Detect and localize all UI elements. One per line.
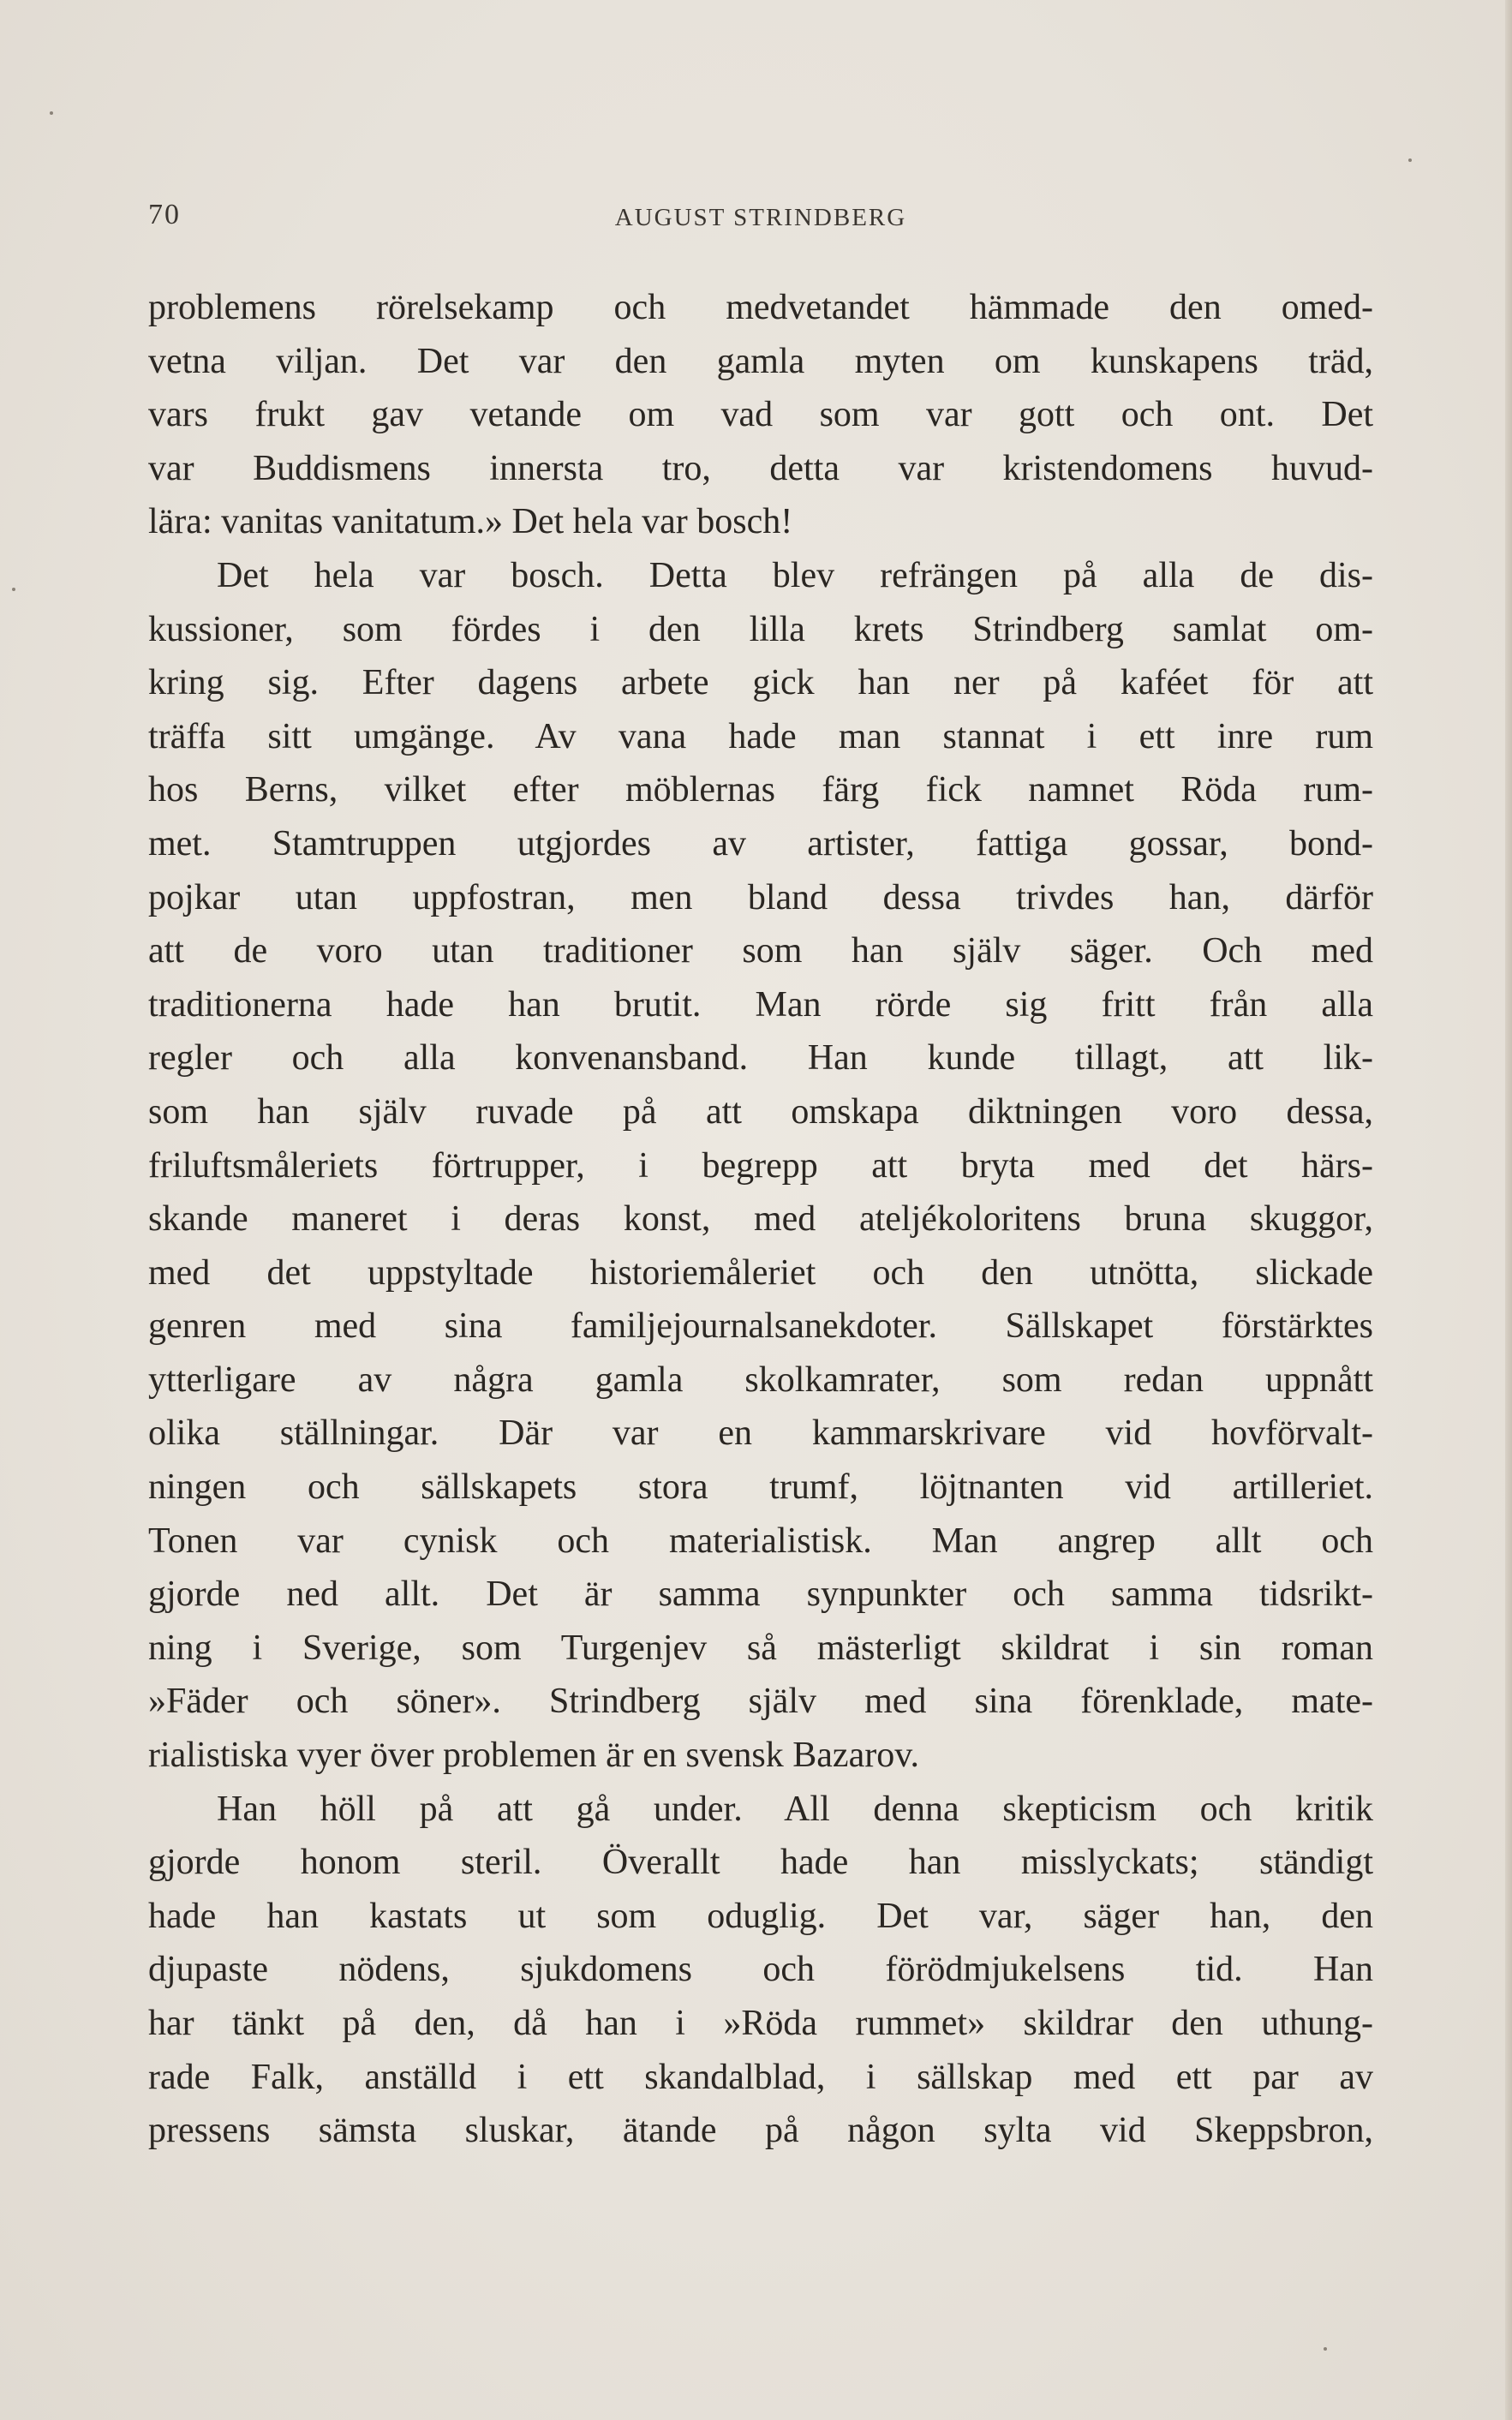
text-line: har tänkt på den, då han i »Röda rummet» skildrar den uthung- [148, 2004, 1373, 2043]
text-line: olika ställningar. Där var en kammarskrivare vid hovförvalt- [148, 1413, 1373, 1454]
paper-speck [1408, 158, 1412, 162]
paper-speck [12, 588, 15, 591]
text-line: kussioner, som fördes i den lilla krets Strindberg samlat om- [148, 609, 1373, 649]
text-line: Tonen var cynisk och materialistisk. Man angrep allt och [148, 1521, 1373, 1561]
text-line: problemens rörelsekamp och medvetandet hämmade den omed- [148, 288, 1373, 327]
text-line: kring sig. Efter dagens arbete gick han ner på kaféet för att [148, 663, 1373, 703]
text-line: friluftsmåleriets förtrupper, i begrepp att bryta med det härs- [148, 1145, 1373, 1186]
text-line: »Fäder och söner». Strindberg själv med sina förenklade, mate- [148, 1682, 1373, 1722]
text-line: regler och alla konvenansband. Han kunde tillagt, att lik- [148, 1038, 1373, 1079]
text-line: vars frukt gav vetande om vad som var gott och ont. Det [148, 395, 1373, 435]
text-line: hos Berns, vilket efter möblernas färg fick namnet Röda rum- [148, 770, 1373, 810]
text-line: pressens sämsta sluskar, ätande på någon sylta vid Skeppsbron, [148, 2111, 1373, 2151]
text-line: traditionerna hade han brutit. Man rörde sig fritt från alla [148, 984, 1373, 1025]
text-line: lära: vanitas vanitatum.» Det hela var bosch! [148, 502, 793, 542]
text-line: met. Stamtruppen utgjordes av artister, fattiga gossar, bond- [148, 823, 1373, 863]
text-line: Det hela var bosch. Detta blev refrängen på alla de dis- [217, 555, 1373, 595]
text-line: pojkar utan uppfostran, men bland dessa trivdes han, därför [148, 877, 1373, 917]
text-line: hade han kastats ut som oduglig. Det var, säger han, den [148, 1896, 1373, 1936]
text-line: gjorde honom steril. Överallt hade han misslyckats; ständigt [148, 1843, 1373, 1883]
text-line: ningen och sällskapets stora trumf, löjtnanten vid artilleriet. [148, 1467, 1373, 1508]
text-line: som han själv ruvade på att omskapa diktningen voro dessa, [148, 1091, 1373, 1132]
page-number: 70 [148, 199, 181, 230]
body-text [148, 281, 1373, 2158]
text-line: vetna viljan. Det var den gamla myten om kunskapens träd, [148, 341, 1373, 381]
paper-speck [1324, 2347, 1327, 2351]
text-line: var Buddismens innersta tro, detta var kristendomens huvud- [148, 448, 1373, 488]
text-line: gjorde ned allt. Det är samma synpunkter och samma tidsrikt- [148, 1574, 1373, 1615]
text-line: ytterligare av några gamla skolkamrater, som redan uppnått [148, 1359, 1373, 1400]
text-line: djupaste nödens, sjukdomens och förödmjukelsens tid. Han [148, 1950, 1373, 1990]
text-line: att de voro utan traditioner som han själv säger. Och med [148, 931, 1373, 971]
text-line: skande maneret i deras konst, med ateljékoloritens bruna skuggor, [148, 1199, 1373, 1240]
text-line: rialistiska vyer över problemen är en svensk Bazarov. [148, 1736, 919, 1776]
page-edge [1505, 0, 1512, 2420]
text-line: med det uppstyltade historiemåleriet och den utnötta, slickade [148, 1252, 1373, 1293]
paper-speck [50, 111, 53, 115]
text-line: ning i Sverige, som Turgenjev så mästerligt skildrat i sin roman [148, 1628, 1373, 1668]
running-head [148, 199, 1373, 242]
running-title: AUGUST STRINDBERG [614, 204, 907, 231]
text-line: träffa sitt umgänge. Av vana hade man stannat i ett inre rum [148, 716, 1373, 756]
text-line: Han höll på att gå under. All denna skepticism och kritik [217, 1789, 1373, 1829]
text-line: genren med sina familjejournalsanekdoter. Sällskapet förstärktes [148, 1306, 1373, 1347]
text-line: rade Falk, anställd i ett skandalblad, i sällskap med ett par av [148, 2057, 1373, 2097]
